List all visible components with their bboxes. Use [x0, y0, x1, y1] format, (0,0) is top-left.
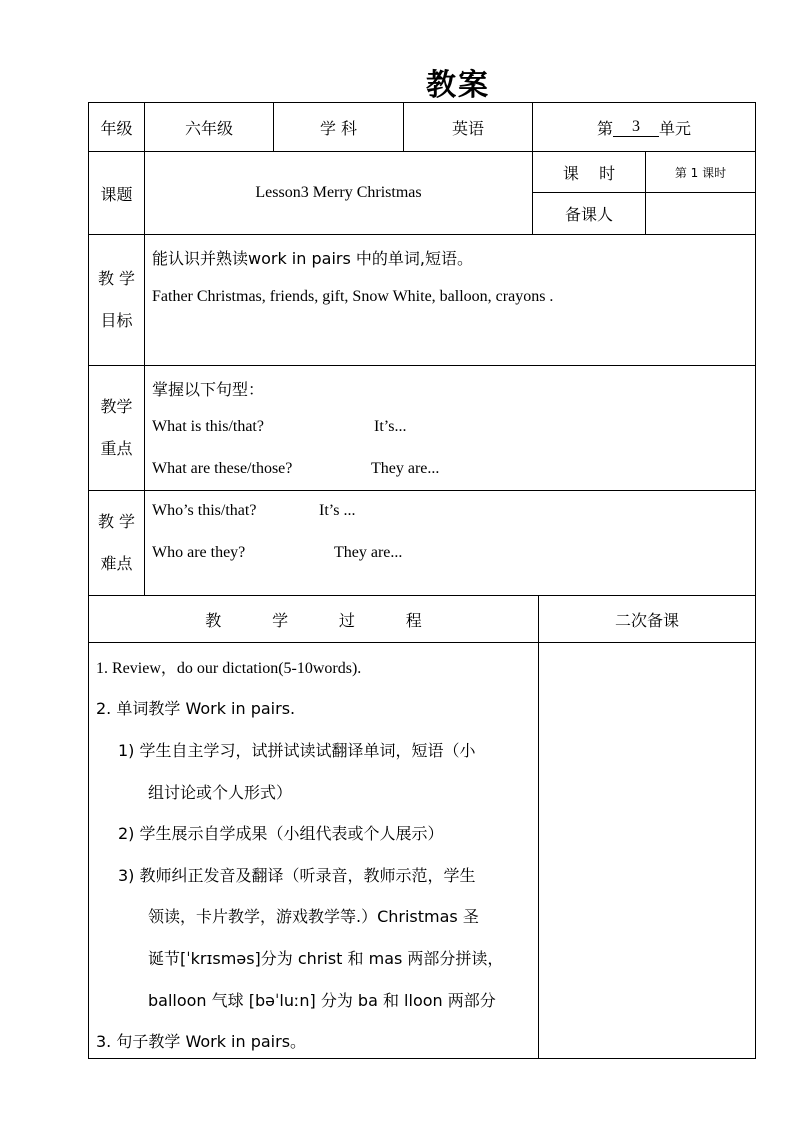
process-subitem-2: 2) 学生展示自学成果（小组代表或个人展示） — [118, 824, 444, 843]
difficulties-label — [89, 501, 144, 585]
preparer-value — [646, 193, 755, 234]
process-subitem-1: 1) 学生自主学习，试拼试读试翻译单词，短语（小 — [118, 741, 476, 760]
key-points-a1: It’s... — [374, 418, 407, 435]
key-points-label — [89, 386, 144, 470]
key-points-label-line2: 重点 — [100, 439, 133, 458]
process-subitem-3: 3) 教师纠正发音及翻译（听录音，教师示范，学生 — [118, 866, 476, 885]
process-item-3: 3. 句子教学 Work in pairs。 — [96, 1032, 307, 1051]
unit-prefix: 第 — [596, 118, 613, 138]
objectives-label-line1: 教 学 — [97, 269, 136, 288]
key-points-a2: They are... — [371, 460, 440, 477]
key-points-q2: What are these/those? — [152, 460, 293, 477]
objectives-label — [89, 258, 144, 342]
process-subitem-3-cont3: balloon 气球 [bəˈluːn] 分为 ba 和 lloon 两部分 — [148, 991, 496, 1010]
subject-label: 学 科 — [319, 118, 358, 138]
objectives-line-2: Father Christmas, friends, gift, Snow White, balloon, crayons . — [152, 288, 554, 305]
grade-value: 六年级 — [184, 118, 233, 138]
process-item-2: 2. 单词教学 Work in pairs. — [96, 699, 296, 718]
difficulties-q1: Who’s this/that? — [152, 502, 257, 519]
process-subitem-1-cont: 组讨论或个人形式） — [148, 783, 293, 802]
objectives-line-1: 能认识并熟读work in pairs 中的单词,短语。 — [152, 249, 473, 268]
objectives-label-line2: 目标 — [100, 311, 133, 330]
difficulties-label-line1: 教 学 — [97, 512, 136, 531]
unit-number: 3 — [613, 118, 659, 137]
difficulties-a1: It’s ... — [319, 502, 356, 519]
process-item-1: 1. Review，do our dictation(5-10words). — [96, 660, 362, 677]
process-subitem-3-cont2: 诞节[ˈkrɪsməs]分为 christ 和 mas 两部分拼读， — [148, 949, 504, 968]
key-points-intro: 掌握以下句型： — [152, 380, 265, 399]
period-label: 课 时 — [562, 163, 616, 183]
page-title: 教案 — [426, 68, 490, 103]
unit-cell — [533, 103, 755, 151]
process-subitem-3-cont1: 领读，卡片教学，游戏教学等.）Christmas 圣 — [148, 907, 479, 926]
topic-value: Lesson3 Merry Christmas — [255, 184, 422, 201]
preparer-label: 备课人 — [564, 205, 613, 224]
difficulties-a2: They are... — [334, 544, 403, 561]
unit-suffix: 单元 — [659, 118, 692, 138]
difficulties-label-line2: 难点 — [100, 554, 133, 573]
secondary-prep-header: 二次备课 — [614, 610, 679, 630]
period-value: 第 1 课时 — [674, 165, 727, 180]
process-header: 教 学 过 程 — [205, 610, 422, 630]
subject-value: 英语 — [451, 118, 484, 138]
grade-label: 年级 — [100, 118, 133, 138]
key-points-q1: What is this/that? — [152, 418, 264, 435]
difficulties-q2: Who are they? — [152, 544, 246, 561]
key-points-label-line1: 教学 — [100, 397, 133, 416]
topic-label: 课题 — [100, 184, 133, 204]
